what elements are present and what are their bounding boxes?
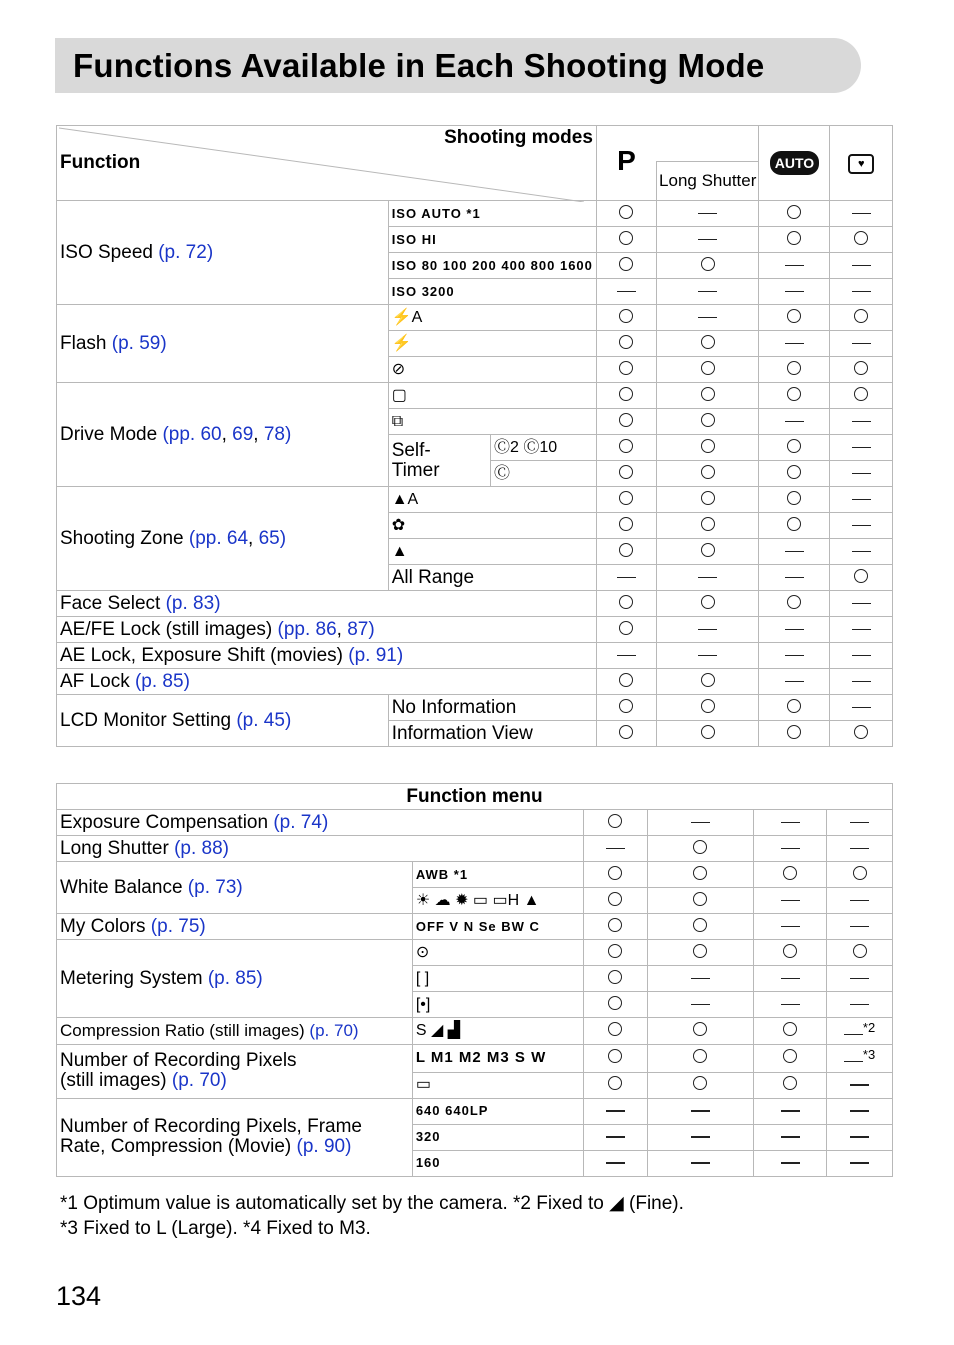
comp-label-cell <box>57 1018 413 1045</box>
aefe-lock-label: AE/FE Lock (still images) <box>60 618 273 640</box>
pixels-label-a: Number of Recording Pixels <box>60 1050 297 1072</box>
mark-dash <box>850 1084 869 1086</box>
flash-link[interactable]: (p. 59) <box>111 332 167 354</box>
ae-lock-movies-link[interactable]: (p. 91) <box>348 644 404 666</box>
mark-dash <box>852 343 871 345</box>
mark-dash <box>606 1110 625 1112</box>
movie-label-cell <box>57 1098 413 1176</box>
mark-dash <box>691 1004 710 1006</box>
long-shutter-label: Long Shutter <box>60 837 169 859</box>
mark-dash <box>852 681 871 683</box>
movie-160-icon: 160 <box>412 1150 583 1176</box>
ae-lock-movies-cell <box>57 643 597 669</box>
comp-note-cell <box>827 1018 893 1045</box>
self-timer-label-cell <box>388 435 490 487</box>
mark-circle <box>608 996 622 1010</box>
mark-circle <box>787 231 801 245</box>
pixels-label-cell <box>57 1045 413 1098</box>
mark-circle <box>701 595 715 609</box>
mark-circle <box>619 621 633 635</box>
mark-circle <box>619 231 633 245</box>
movie-640-icons: 640 640LP <box>412 1098 583 1124</box>
mark-dash <box>617 655 636 657</box>
mark-dash <box>852 447 871 449</box>
mark-circle <box>783 1076 797 1090</box>
meter-spot-icon: [•] <box>412 992 583 1018</box>
mark-circle <box>619 725 633 739</box>
mark-circle <box>701 465 715 479</box>
mark-circle <box>608 970 622 984</box>
drive-label: Drive Mode <box>60 423 158 445</box>
zone-auto-icon: ▲A <box>388 487 596 513</box>
aefe-lock-cell: AE/FE Lock (still images) (pp. 86, 87) <box>57 617 597 643</box>
mark-circle <box>701 673 715 687</box>
lcd-no-info: No Information <box>388 695 596 721</box>
iso-hi-icon: ISO HI <box>388 227 596 253</box>
comp-note: *2 <box>862 1020 876 1035</box>
drive-link-60[interactable]: (pp. 60 <box>162 423 222 445</box>
mark-circle <box>701 543 715 557</box>
shooting-modes-label: Shooting modes <box>444 127 593 148</box>
iso-label: ISO Speed <box>60 241 153 263</box>
zone-link-65[interactable]: 65) <box>258 527 287 549</box>
wb-label: White Balance <box>60 876 183 898</box>
af-lock-cell <box>57 669 597 695</box>
mark-dash <box>698 239 717 241</box>
mark-dash <box>781 900 800 902</box>
mark-dash <box>606 1136 625 1138</box>
iso-auto-icon: ISO AUTO *1 <box>388 201 596 227</box>
zone-label-cell: Shooting Zone (pp. 64, 65) <box>57 487 389 591</box>
auto-mode-icon: AUTO <box>770 151 819 175</box>
mark-circle <box>701 517 715 531</box>
drive-link-78[interactable]: 78) <box>263 423 292 445</box>
mark-dash <box>698 317 717 319</box>
mark-circle <box>787 491 801 505</box>
mark-circle <box>619 387 633 401</box>
mode-auto-cell <box>759 126 830 201</box>
mark-circle <box>701 257 715 271</box>
drive-single-icon: ▢ <box>388 383 596 409</box>
mark-dash <box>852 655 871 657</box>
mark-circle <box>854 387 868 401</box>
mark-dash <box>852 291 871 293</box>
mark-dash <box>617 291 636 293</box>
mark-circle <box>693 866 707 880</box>
comp-label: Compression Ratio (still images) <box>60 1021 305 1041</box>
mark-dash <box>852 421 871 423</box>
mark-circle <box>608 866 622 880</box>
af-lock-link[interactable]: (p. 85) <box>134 670 190 692</box>
long-shutter-header: Long Shutter <box>657 162 759 201</box>
mark-dash <box>852 525 871 527</box>
portrait-mode-icon: ♥ <box>848 154 874 174</box>
mark-dash <box>781 1136 800 1138</box>
mark-circle <box>608 1076 622 1090</box>
mark-dash <box>691 1136 710 1138</box>
mark-circle <box>619 595 633 609</box>
footnote-line-2: *3 Fixed to L (Large). *4 Fixed to M3. <box>60 1218 371 1239</box>
mark-circle <box>853 944 867 958</box>
function-menu-title: Function menu <box>57 784 893 810</box>
mark-dash <box>617 577 636 579</box>
mark-circle <box>701 439 715 453</box>
mark-dash <box>785 551 804 553</box>
mark-circle <box>787 725 801 739</box>
mark-dash <box>844 1061 863 1063</box>
mark-circle <box>619 673 633 687</box>
mark-circle <box>693 944 707 958</box>
comp-icons: S ◢ ▟ <box>412 1018 583 1045</box>
mark-circle <box>619 465 633 479</box>
flash-auto-icon: ⚡A <box>388 305 596 331</box>
meter-label: Metering System <box>60 967 203 989</box>
mark-circle <box>787 387 801 401</box>
mark-circle <box>701 491 715 505</box>
mark-dash <box>850 978 869 980</box>
page-title: Functions Available in Each Shooting Mode <box>73 47 765 84</box>
mark-circle <box>693 1022 707 1036</box>
mark-dash <box>698 213 717 215</box>
mark-circle <box>854 309 868 323</box>
aefe-link-86[interactable]: (pp. 86 <box>277 618 337 640</box>
mode-p-blank <box>657 126 759 162</box>
drive-continuous-icon: ⧉ <box>388 409 596 435</box>
mark-circle <box>701 725 715 739</box>
mark-dash <box>850 1136 869 1138</box>
mark-circle <box>693 1076 707 1090</box>
wb-label-cell <box>57 862 413 914</box>
mark-circle <box>608 1022 622 1036</box>
mark-circle <box>701 699 715 713</box>
expo-link[interactable]: (p. 74) <box>273 811 329 833</box>
mark-dash <box>852 265 871 267</box>
mark-circle <box>608 918 622 932</box>
mark-circle <box>619 361 633 375</box>
pixels-link[interactable]: (p. 70) <box>171 1070 227 1092</box>
mark-dash <box>852 629 871 631</box>
pixels-label-b: (still images) <box>60 1070 167 1092</box>
meter-evaluative-icon: ⊙ <box>412 940 583 966</box>
mark-dash <box>852 707 871 709</box>
mark-dash <box>785 421 804 423</box>
mark-circle <box>701 335 715 349</box>
comp-link[interactable]: (p. 70) <box>309 1021 359 1041</box>
mark-circle <box>619 309 633 323</box>
mark-dash <box>606 848 625 850</box>
mark-dash <box>691 822 710 824</box>
mark-dash <box>852 603 871 605</box>
mark-dash <box>850 1162 869 1164</box>
movie-320-icon: 320 <box>412 1124 583 1150</box>
mark-dash <box>852 499 871 501</box>
mark-circle <box>619 257 633 271</box>
expo-cell <box>57 810 584 836</box>
mark-dash <box>698 629 717 631</box>
self-label: Self- <box>391 439 431 461</box>
mark-dash <box>691 1162 710 1164</box>
mark-dash <box>844 1034 863 1036</box>
mark-dash <box>781 1004 800 1006</box>
long-shutter-link[interactable]: (p. 88) <box>174 837 230 859</box>
pixels-note-cell <box>827 1045 893 1072</box>
colors-link[interactable]: (p. 75) <box>150 915 206 937</box>
mark-circle <box>619 205 633 219</box>
mark-circle <box>783 1049 797 1063</box>
face-select-link[interactable]: (p. 83) <box>165 592 221 614</box>
movie-link[interactable]: (p. 90) <box>296 1136 352 1158</box>
mark-dash <box>785 629 804 631</box>
timer-label: Timer <box>391 459 440 481</box>
mark-circle <box>783 944 797 958</box>
mark-circle <box>854 569 868 583</box>
long-shutter-cell <box>57 836 584 862</box>
mark-circle <box>693 840 707 854</box>
mode-portrait-cell <box>830 126 893 201</box>
mark-circle <box>783 1022 797 1036</box>
mark-circle <box>619 517 633 531</box>
mark-dash <box>852 213 871 215</box>
flash-label: Flash <box>60 332 107 354</box>
zone-infinity-icon: ▲ <box>388 539 596 565</box>
mark-circle <box>619 413 633 427</box>
zone-link-64[interactable]: (pp. 64 <box>188 527 249 549</box>
pixels-size-icons: L M1 M2 M3 S W <box>412 1045 583 1072</box>
expo-label: Exposure Compensation <box>60 811 269 833</box>
colors-icons: OFF V N Se BW C <box>412 914 583 940</box>
mark-circle <box>619 491 633 505</box>
mark-dash <box>698 655 717 657</box>
mark-circle <box>787 517 801 531</box>
mark-dash <box>691 978 710 980</box>
mark-dash <box>852 551 871 553</box>
mark-circle <box>619 439 633 453</box>
pixels-note: *3 <box>862 1047 876 1063</box>
timer-custom-icon: Ⓒ <box>490 461 596 487</box>
mark-circle <box>854 231 868 245</box>
mark-dash <box>850 848 869 850</box>
mark-dash <box>850 1004 869 1006</box>
wb-link[interactable]: (p. 73) <box>187 876 243 898</box>
lcd-label: LCD Monitor Setting <box>60 709 232 731</box>
mark-dash <box>785 343 804 345</box>
face-select-label: Face Select <box>60 592 161 614</box>
af-lock-label: AF Lock <box>60 670 130 692</box>
zone-label: Shooting Zone <box>60 527 184 549</box>
zone-macro-icon: ✿ <box>388 513 596 539</box>
mode-p-cell <box>596 126 656 201</box>
mark-circle <box>608 814 622 828</box>
mark-dash <box>781 1110 800 1112</box>
colors-label-cell <box>57 914 413 940</box>
iso-link[interactable]: (p. 72) <box>158 241 214 263</box>
mark-circle <box>787 205 801 219</box>
meter-link[interactable]: (p. 85) <box>207 967 263 989</box>
pixels-date-icon: ▭ <box>412 1072 583 1098</box>
mark-dash <box>781 978 800 980</box>
mark-circle <box>787 309 801 323</box>
mark-dash <box>850 1110 869 1112</box>
face-select-cell <box>57 591 597 617</box>
mark-circle <box>701 361 715 375</box>
movie-label-b: Rate, Compression (Movie) <box>60 1136 292 1158</box>
mark-circle <box>693 1049 707 1063</box>
mark-dash <box>850 926 869 928</box>
mark-dash <box>781 1162 800 1164</box>
flash-on-icon: ⚡ <box>388 331 596 357</box>
mode-p-icon: P <box>617 145 636 176</box>
function-menu-table <box>56 783 893 1177</box>
mark-dash <box>781 848 800 850</box>
mark-circle <box>701 413 715 427</box>
lcd-label-cell <box>57 695 389 747</box>
wb-auto-icon: AWB *1 <box>412 862 583 888</box>
page-number: 134 <box>56 1281 102 1311</box>
iso-label-cell <box>57 201 389 305</box>
mark-circle <box>693 918 707 932</box>
main-function-table <box>56 125 893 747</box>
mark-dash <box>698 291 717 293</box>
mark-dash <box>785 265 804 267</box>
mark-circle <box>787 465 801 479</box>
mark-circle <box>787 595 801 609</box>
header-function-cell <box>57 126 597 201</box>
mark-circle <box>619 335 633 349</box>
mark-dash <box>785 655 804 657</box>
meter-label-cell <box>57 940 413 1018</box>
title-bar <box>55 38 861 93</box>
mark-dash <box>781 822 800 824</box>
mark-circle <box>787 361 801 375</box>
movie-label-a: Number of Recording Pixels, Frame <box>60 1116 362 1138</box>
flash-label-cell <box>57 305 389 383</box>
colors-label: My Colors <box>60 915 146 937</box>
mark-circle <box>854 361 868 375</box>
mark-circle <box>853 866 867 880</box>
footnote-line-1: *1 Optimum value is automatically set by the camera. *2 Fixed to ◢ (Fine). <box>60 1193 684 1214</box>
mark-circle <box>608 1049 622 1063</box>
mark-dash <box>781 926 800 928</box>
wb-presets-icon: ☀ ☁ ✹ ▭ ▭H ▲ <box>412 888 583 914</box>
mark-dash <box>852 473 871 475</box>
ae-lock-movies-label: AE Lock, Exposure Shift (movies) <box>60 644 343 666</box>
mark-circle <box>783 866 797 880</box>
drive-link-69[interactable]: 69 <box>232 423 254 445</box>
aefe-link-87[interactable]: 87) <box>347 618 375 640</box>
meter-center-icon: [ ] <box>412 966 583 992</box>
mark-circle <box>701 387 715 401</box>
mark-circle <box>619 543 633 557</box>
iso-values-icon: ISO 80 100 200 400 800 1600 <box>388 253 596 279</box>
lcd-info-view: Information View <box>388 721 596 747</box>
mark-dash <box>785 291 804 293</box>
function-label: Function <box>60 152 141 173</box>
mark-circle <box>787 699 801 713</box>
mark-circle <box>619 699 633 713</box>
mark-circle <box>854 725 868 739</box>
flash-off-icon: ⊘ <box>388 357 596 383</box>
timer-2-10-icon: Ⓒ2 Ⓒ10 <box>490 435 596 461</box>
mark-dash <box>850 822 869 824</box>
mark-dash <box>785 577 804 579</box>
mark-circle <box>693 892 707 906</box>
mark-dash <box>785 681 804 683</box>
zone-all-range: All Range <box>388 565 596 591</box>
mark-circle <box>608 944 622 958</box>
mark-dash <box>850 900 869 902</box>
mark-circle <box>787 439 801 453</box>
mark-dash <box>606 1162 625 1164</box>
mark-circle <box>608 892 622 906</box>
iso-3200-icon: ISO 3200 <box>388 279 596 305</box>
mark-dash <box>691 1110 710 1112</box>
drive-label-cell: Drive Mode (pp. 60, 69, 78) <box>57 383 389 487</box>
mark-dash <box>698 577 717 579</box>
lcd-link[interactable]: (p. 45) <box>236 709 292 731</box>
